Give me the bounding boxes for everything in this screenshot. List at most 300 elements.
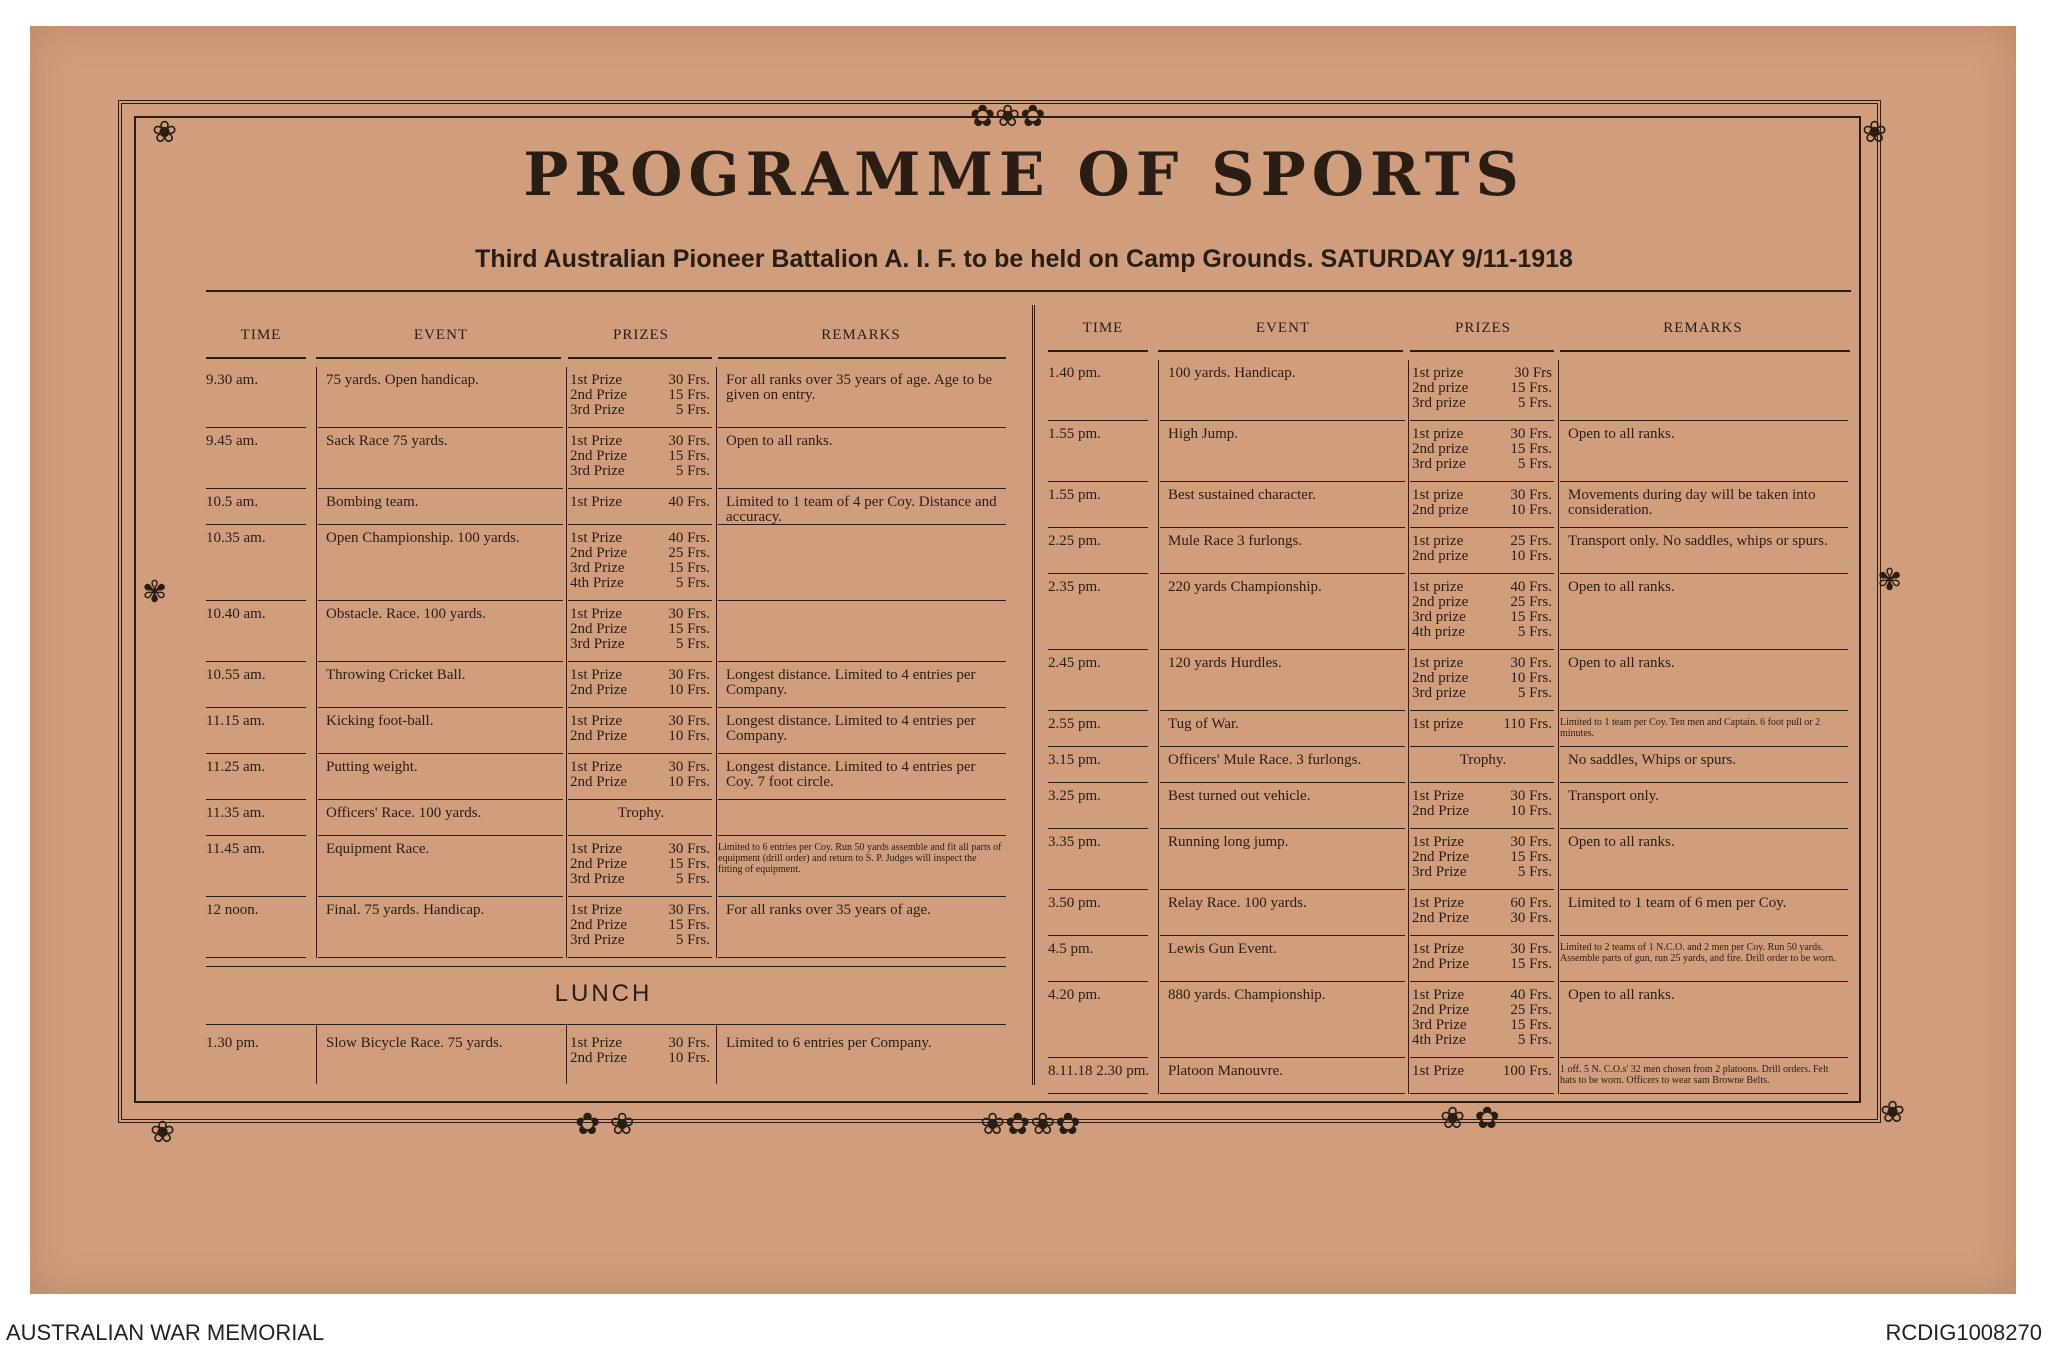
- prize-place: 1st Prize: [570, 494, 623, 510]
- row-event: Putting weight.: [326, 759, 418, 775]
- row-time: 1.55 pm.: [1048, 487, 1101, 503]
- prize-amount: 30 Frs.: [668, 606, 710, 622]
- header-rule-prizes: [1410, 350, 1554, 352]
- row-time: 10.35 am.: [206, 530, 266, 546]
- column-divider: [1032, 305, 1035, 1085]
- prize-line: [570, 531, 710, 546]
- row-remarks: Limited to 1 team of 6 men per Coy.: [1568, 895, 1787, 911]
- prize-line: [1412, 835, 1552, 850]
- row-prizes: [1412, 366, 1552, 411]
- prize-amount: 30 Frs: [1514, 365, 1552, 381]
- row-rule: [568, 957, 712, 958]
- prize-line: [1412, 717, 1552, 732]
- table-row: [206, 1030, 1006, 1090]
- row-event: Officers' Race. 100 yards.: [326, 805, 482, 821]
- prize-amount: 40 Frs.: [1510, 987, 1552, 1003]
- prize-line: [1412, 457, 1552, 472]
- prize-place: 1st Prize: [1412, 788, 1465, 804]
- row-prizes: [1412, 988, 1552, 1048]
- table-row: [1048, 421, 1848, 482]
- prize-line: [570, 637, 710, 652]
- prize-place: 2nd Prize: [1412, 1002, 1470, 1018]
- prize-amount: 15 Frs.: [668, 387, 710, 403]
- prize-line: [570, 683, 710, 698]
- prize-line: [1412, 789, 1552, 804]
- prize-line: [570, 607, 710, 622]
- row-time: 8.11.18 2.30 pm.: [1048, 1063, 1150, 1079]
- left-schedule-table: [206, 305, 1006, 1095]
- table-row: [1048, 982, 1848, 1058]
- prize-amount: 10 Frs.: [1510, 803, 1552, 819]
- prize-place: 2nd Prize: [570, 917, 628, 933]
- row-time: 1.40 pm.: [1048, 365, 1101, 381]
- prize-place: 3rd prize: [1412, 456, 1466, 472]
- prize-line: [1412, 442, 1552, 457]
- prize-line: [1412, 625, 1552, 640]
- prize-place: 1st Prize: [570, 841, 623, 857]
- prize-place: 1st Prize: [570, 902, 623, 918]
- prize-place: 2nd Prize: [1412, 849, 1470, 865]
- flower-ornament-icon: ✾: [1877, 563, 1903, 598]
- prize-amount: 15 Frs.: [668, 621, 710, 637]
- row-remarks: Limited to 6 entries per Company.: [726, 1035, 932, 1051]
- row-prizes: [570, 495, 710, 510]
- row-prizes: [570, 903, 710, 948]
- table-row: [1048, 528, 1848, 574]
- prize-place: 2nd Prize: [570, 728, 628, 744]
- prize-line: [1412, 656, 1552, 671]
- row-event: Throwing Cricket Ball.: [326, 667, 466, 683]
- page-subtitle: Third Australian Pioneer Battalion A. I. F. to be held on Camp Grounds. SATURDAY 9/11-1918: [475, 245, 1573, 273]
- row-time: 3.15 pm.: [1048, 752, 1101, 768]
- prize-place: 2nd Prize: [1412, 803, 1470, 819]
- row-time: 4.20 pm.: [1048, 987, 1101, 1003]
- column-rule: [716, 1024, 717, 1084]
- row-rule: [718, 957, 1006, 958]
- prize-line: [1412, 595, 1552, 610]
- prize-line: [1412, 957, 1552, 972]
- row-event: Tug of War.: [1168, 716, 1239, 732]
- prize-place: 1st Prize: [1412, 941, 1465, 957]
- prize-amount: 30 Frs.: [668, 667, 710, 683]
- table-row: [206, 754, 1006, 800]
- table-row: [1048, 890, 1848, 936]
- prize-place: 3rd Prize: [570, 932, 625, 948]
- flower-ornament-icon: ❀✿❀✿: [980, 1107, 1081, 1142]
- prize-amount: 60 Frs.: [1510, 895, 1552, 911]
- prize-line: [570, 495, 710, 510]
- prize-amount: 15 Frs.: [1510, 1017, 1552, 1033]
- row-prizes: [1412, 835, 1552, 880]
- prize-amount: 25 Frs.: [1510, 594, 1552, 610]
- row-event: Relay Race. 100 yards.: [1168, 895, 1307, 911]
- header-time: TIME: [240, 327, 282, 343]
- prize-place: 1st prize: [1412, 655, 1464, 671]
- prize-line: [1412, 1003, 1552, 1018]
- prize-place: 2nd Prize: [570, 1050, 628, 1066]
- row-remarks: Limited to 1 team per Coy. Ten men and Captain. 6 foot pull or 2 minutes.: [1560, 717, 1821, 739]
- row-time: 1.30 pm.: [206, 1035, 259, 1051]
- row-remarks: Transport only.: [1568, 788, 1659, 804]
- prize-amount: 5 Frs.: [1517, 685, 1552, 701]
- row-remarks: 1 off. 5 N. C.O.s' 32 men chosen from 2 platoons. Drill orders. Felt hats to be worn. Officers to wear sam Browne Belts.: [1560, 1064, 1829, 1086]
- table-row: [1048, 783, 1848, 829]
- table-row: [206, 708, 1006, 754]
- column-rule: [1558, 360, 1559, 1094]
- prize-amount: 25 Frs.: [668, 545, 710, 561]
- prize-place: 2nd prize: [1412, 670, 1469, 686]
- prize-line: [1412, 686, 1552, 701]
- row-time: 11.25 am.: [206, 759, 266, 775]
- prize-amount: 15 Frs.: [668, 856, 710, 872]
- prize-amount: 15 Frs.: [668, 448, 710, 464]
- lunch-rule: [206, 1024, 1006, 1025]
- flower-ornament-icon: ❀: [152, 115, 178, 150]
- prize-line: [570, 842, 710, 857]
- flower-ornament-icon: ✿ ❀: [575, 1107, 635, 1142]
- prize-amount: 15 Frs.: [1510, 609, 1552, 625]
- prize-amount: 100 Frs.: [1502, 1063, 1552, 1079]
- prize-place: 1st Prize: [1412, 1063, 1465, 1079]
- row-time: 2.55 pm.: [1048, 716, 1101, 732]
- prize-place: 2nd Prize: [1412, 910, 1470, 926]
- row-prizes: [1412, 896, 1552, 926]
- prize-line: [570, 1051, 710, 1066]
- prize-place: 3rd Prize: [570, 560, 625, 576]
- prize-line: [1412, 534, 1552, 549]
- header-rule-time: [206, 357, 306, 359]
- prize-amount: 40 Frs.: [1510, 579, 1552, 595]
- row-event: Officers' Mule Race. 3 furlongs.: [1168, 752, 1362, 768]
- row-remarks: Longest distance. Limited to 4 entries per Company.: [726, 667, 976, 698]
- footer-id: RCDIG1008270: [1885, 1320, 2042, 1345]
- prize-place: 1st Prize: [570, 372, 623, 388]
- row-prizes: [570, 714, 710, 744]
- row-trophy: Trophy.: [617, 805, 665, 821]
- prize-place: 4th prize: [1412, 624, 1465, 640]
- prize-place: 2nd Prize: [570, 856, 628, 872]
- row-trophy: Trophy.: [1459, 752, 1507, 768]
- prize-amount: 15 Frs.: [668, 560, 710, 576]
- prize-place: 1st prize: [1412, 716, 1464, 732]
- column-rule: [316, 367, 317, 958]
- prize-place: 2nd prize: [1412, 380, 1469, 396]
- prize-line: [570, 403, 710, 418]
- prize-amount: 15 Frs.: [1510, 441, 1552, 457]
- prize-line: [570, 668, 710, 683]
- row-prizes: [1412, 942, 1552, 972]
- prize-amount: 10 Frs.: [1510, 670, 1552, 686]
- prize-amount: 15 Frs.: [1510, 380, 1552, 396]
- column-rule: [566, 367, 567, 958]
- header-rule-event: [1158, 350, 1403, 352]
- prize-amount: 10 Frs.: [1510, 548, 1552, 564]
- prize-place: 4th Prize: [570, 575, 624, 591]
- row-rule: [1048, 1093, 1148, 1094]
- table-row: [206, 601, 1006, 662]
- row-time: 2.45 pm.: [1048, 655, 1101, 671]
- prize-line: [570, 388, 710, 403]
- prize-line: [1412, 381, 1552, 396]
- prize-place: 1st prize: [1412, 533, 1464, 549]
- prize-amount: 10 Frs.: [668, 728, 710, 744]
- table-row: [1048, 574, 1848, 650]
- table-row: [206, 836, 1006, 897]
- table-row: [206, 367, 1006, 428]
- prize-line: [1412, 671, 1552, 686]
- row-event: 220 yards Championship.: [1168, 579, 1322, 595]
- row-event: Open Championship. 100 yards.: [326, 530, 520, 546]
- prize-line: [570, 546, 710, 561]
- table-row: [1048, 711, 1848, 747]
- prize-amount: 25 Frs.: [1510, 533, 1552, 549]
- flower-ornament-icon: ❀: [1862, 115, 1888, 150]
- row-prizes: [570, 531, 710, 591]
- header-event: EVENT: [1255, 320, 1311, 336]
- flower-ornament-icon: ❀: [1880, 1095, 1906, 1130]
- prize-line: [1412, 988, 1552, 1003]
- table-row: [206, 897, 1006, 958]
- row-prizes: [1412, 717, 1552, 732]
- footer-credit: AUSTRALIAN WAR MEMORIAL: [6, 1320, 325, 1345]
- prize-line: [570, 576, 710, 591]
- row-event: 880 yards. Championship.: [1168, 987, 1326, 1003]
- row-time: 4.5 pm.: [1048, 941, 1094, 957]
- prize-amount: 5 Frs.: [1517, 864, 1552, 880]
- prize-amount: 10 Frs.: [1510, 502, 1552, 518]
- row-time: 11.35 am.: [206, 805, 266, 821]
- row-rule: [1560, 1093, 1848, 1094]
- prize-line: [1412, 503, 1552, 518]
- prize-line: [1412, 366, 1552, 381]
- prize-amount: 30 Frs.: [668, 759, 710, 775]
- prize-amount: 5 Frs.: [675, 402, 710, 418]
- prize-amount: 30 Frs.: [668, 433, 710, 449]
- prize-place: 4th Prize: [1412, 1032, 1466, 1048]
- flower-ornament-icon: ❀: [150, 1115, 176, 1150]
- flower-ornament-icon: ✾: [142, 575, 168, 610]
- prize-amount: 5 Frs.: [675, 932, 710, 948]
- row-time: 3.35 pm.: [1048, 834, 1101, 850]
- prize-line: [1412, 850, 1552, 865]
- row-event: Best sustained character.: [1168, 487, 1316, 503]
- column-rule: [716, 367, 717, 958]
- header-rule: [206, 290, 1851, 292]
- header-event: EVENT: [413, 327, 469, 343]
- prize-amount: 5 Frs.: [675, 463, 710, 479]
- prize-line: [1412, 488, 1552, 503]
- row-remarks: No saddles, Whips or spurs.: [1568, 752, 1737, 768]
- prize-amount: 5 Frs.: [1517, 1032, 1552, 1048]
- prize-line: [1412, 804, 1552, 819]
- page-title: PROGRAMME OF SPORTS: [523, 140, 1525, 210]
- prize-place: 2nd prize: [1412, 502, 1469, 518]
- prize-place: 1st Prize: [570, 530, 623, 546]
- row-event: Final. 75 yards. Handicap.: [326, 902, 485, 918]
- prize-amount: 30 Frs.: [1510, 834, 1552, 850]
- row-rule: [206, 957, 306, 958]
- prize-place: 2nd Prize: [570, 448, 628, 464]
- prize-place: 3rd Prize: [570, 636, 625, 652]
- prize-line: [570, 561, 710, 576]
- row-rule: [318, 957, 563, 958]
- table-row: [1048, 482, 1848, 528]
- row-prizes: [1412, 427, 1552, 472]
- row-prizes: [1412, 534, 1552, 564]
- row-event: 75 yards. Open handicap.: [326, 372, 479, 388]
- row-time: 10.55 am.: [206, 667, 266, 683]
- prize-amount: 30 Frs.: [1510, 426, 1552, 442]
- row-time: 2.25 pm.: [1048, 533, 1101, 549]
- table-row: [1048, 360, 1848, 421]
- prize-place: 3rd Prize: [570, 871, 625, 887]
- header-rule-remarks: [1560, 350, 1850, 352]
- row-prizes: [570, 373, 710, 418]
- prize-place: 2nd prize: [1412, 548, 1469, 564]
- header-prizes: PRIZES: [612, 327, 669, 343]
- prize-line: [1412, 580, 1552, 595]
- row-remarks: Limited to 1 team of 4 per Coy. Distance and accuracy.: [726, 494, 997, 525]
- prize-place: 1st Prize: [1412, 987, 1465, 1003]
- right-schedule-table: [1048, 298, 1848, 1088]
- prize-place: 3rd prize: [1412, 609, 1466, 625]
- lunch-heading: LUNCH: [554, 980, 653, 1007]
- prize-line: [570, 714, 710, 729]
- prize-amount: 30 Frs.: [668, 1035, 710, 1051]
- table-row: [206, 489, 1006, 525]
- row-time: 9.45 am.: [206, 433, 259, 449]
- table-row: [206, 525, 1006, 601]
- row-prizes: [570, 760, 710, 790]
- row-prizes: [570, 842, 710, 887]
- row-remarks: Transport only. No saddles, whips or spurs.: [1568, 533, 1828, 549]
- prize-line: [1412, 549, 1552, 564]
- prize-line: [570, 857, 710, 872]
- row-event: Lewis Gun Event.: [1168, 941, 1277, 957]
- prize-amount: 30 Frs.: [668, 372, 710, 388]
- row-prizes: [570, 434, 710, 479]
- prize-amount: 15 Frs.: [668, 917, 710, 933]
- column-rule: [566, 1024, 567, 1084]
- prize-line: [1412, 896, 1552, 911]
- row-remarks: Open to all ranks.: [1568, 834, 1675, 850]
- row-remarks: Open to all ranks.: [1568, 579, 1675, 595]
- row-remarks: Longest distance. Limited to 4 entries per Coy. 7 foot circle.: [726, 759, 976, 790]
- prize-amount: 5 Frs.: [675, 871, 710, 887]
- prize-amount: 40 Frs.: [668, 494, 710, 510]
- row-time: 2.35 pm.: [1048, 579, 1101, 595]
- header-remarks: REMARKS: [1663, 320, 1743, 336]
- table-row: [206, 428, 1006, 489]
- prize-amount: 30 Frs.: [1510, 910, 1552, 926]
- prize-place: 1st Prize: [570, 667, 623, 683]
- prize-amount: 40 Frs.: [668, 530, 710, 546]
- prize-line: [1412, 396, 1552, 411]
- prize-line: [570, 373, 710, 388]
- row-remarks: Open to all ranks.: [1568, 426, 1675, 442]
- row-event: High Jump.: [1168, 426, 1239, 442]
- prize-place: 3rd Prize: [570, 402, 625, 418]
- prize-line: [1412, 1064, 1552, 1079]
- prize-amount: 110 Frs.: [1503, 716, 1552, 732]
- row-remarks: Longest distance. Limited to 4 entries per Company.: [726, 713, 976, 744]
- prize-amount: 30 Frs.: [1510, 487, 1552, 503]
- prize-line: [570, 622, 710, 637]
- header-prizes: PRIZES: [1454, 320, 1511, 336]
- prize-amount: 15 Frs.: [1510, 849, 1552, 865]
- row-event: Sack Race 75 yards.: [326, 433, 448, 449]
- prize-place: 2nd Prize: [570, 621, 628, 637]
- row-prizes: [570, 607, 710, 652]
- prize-line: [570, 1036, 710, 1051]
- row-rule: [1410, 1093, 1554, 1094]
- prize-place: 2nd Prize: [1412, 956, 1470, 972]
- prize-amount: 30 Frs.: [1510, 655, 1552, 671]
- prize-line: [1412, 1018, 1552, 1033]
- prize-place: 1st Prize: [570, 606, 623, 622]
- header-rule-time: [1048, 350, 1148, 352]
- prize-place: 2nd Prize: [570, 774, 628, 790]
- table-row: [206, 800, 1006, 836]
- prize-place: 1st Prize: [570, 713, 623, 729]
- flower-ornament-icon: ✿❀✿: [970, 99, 1046, 134]
- prize-amount: 5 Frs.: [1517, 624, 1552, 640]
- header-rule-event: [316, 357, 561, 359]
- row-event: Best turned out vehicle.: [1168, 788, 1311, 804]
- row-time: 3.50 pm.: [1048, 895, 1101, 911]
- header-remarks: REMARKS: [821, 327, 901, 343]
- row-remarks: Limited to 6 entries per Coy. Run 50 yards assemble and fit all parts of equipment (drill order) and return to S. P. Judges will inspect the fitting of equipment.: [718, 842, 1002, 875]
- row-remarks: Open to all ranks.: [1568, 987, 1675, 1003]
- prize-amount: 5 Frs.: [675, 575, 710, 591]
- row-time: 9.30 am.: [206, 372, 259, 388]
- row-event: Running long jump.: [1168, 834, 1289, 850]
- prize-place: 1st Prize: [570, 759, 623, 775]
- row-prizes: [1412, 1064, 1552, 1079]
- header-time: TIME: [1082, 320, 1124, 336]
- prize-line: [570, 449, 710, 464]
- row-time: 10.5 am.: [206, 494, 259, 510]
- prize-amount: 30 Frs.: [668, 902, 710, 918]
- row-remarks: For all ranks over 35 years of age. Age to be given on entry.: [726, 372, 993, 403]
- row-rule: [1160, 1093, 1405, 1094]
- prize-amount: 30 Frs.: [1510, 788, 1552, 804]
- row-time: 3.25 pm.: [1048, 788, 1101, 804]
- prize-line: [1412, 942, 1552, 957]
- prize-amount: 10 Frs.: [668, 774, 710, 790]
- table-row: [1048, 829, 1848, 890]
- table-row: [1048, 747, 1848, 783]
- prize-place: 1st prize: [1412, 426, 1464, 442]
- prize-place: 1st Prize: [1412, 895, 1465, 911]
- column-rule: [1158, 360, 1159, 1094]
- prize-amount: 30 Frs.: [668, 713, 710, 729]
- row-event: Obstacle. Race. 100 yards.: [326, 606, 486, 622]
- prize-place: 1st prize: [1412, 365, 1464, 381]
- table-row: [206, 662, 1006, 708]
- prize-place: 3rd prize: [1412, 685, 1466, 701]
- prize-line: [570, 872, 710, 887]
- prize-place: 2nd Prize: [570, 545, 628, 561]
- row-prizes: [1412, 488, 1552, 518]
- prize-place: 2nd prize: [1412, 441, 1469, 457]
- header-rule-prizes: [568, 357, 712, 359]
- prize-place: 2nd Prize: [570, 387, 628, 403]
- row-time: 12 noon.: [206, 902, 259, 918]
- row-event: Platoon Manouvre.: [1168, 1063, 1283, 1079]
- prize-amount: 10 Frs.: [668, 682, 710, 698]
- row-event: Equipment Race.: [326, 841, 430, 857]
